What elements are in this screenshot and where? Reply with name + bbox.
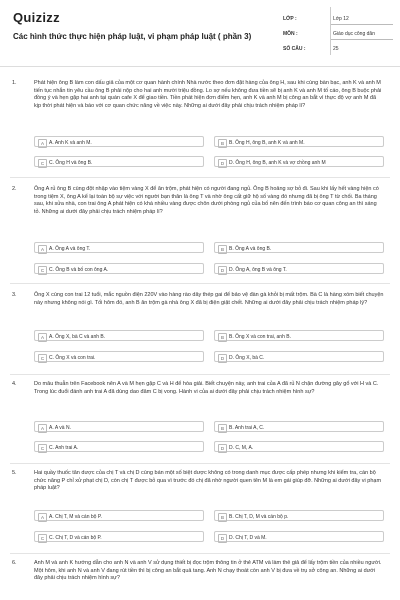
worksheet-title: Các hình thức thực hiện pháp luật, vi phạm pháp luật ( phần 3) [13,32,252,41]
option-letter: B [218,333,227,342]
option-text: B. Anh trai A, C. [229,424,265,431]
question-divider [10,177,390,178]
option-letter: D [218,534,227,543]
option-letter: C [38,534,47,543]
question-text: Phát hiện ông B làm con dấu giả của một cơ quan hành chính Nhà nước theo đơn đặt hàng của ông H, sau khi cùng bàn bạc, anh K và anh M tiến tục nhắn tin yêu cầu ông B phải nộp cho hai anh mười triệu đồng. Lo sợ nếu không đưa tiền sẽ bị anh K và anh M tố cáo, ông B buộc phải đồng ý và hẹn gặp hai anh tại quán cafe X để giao tiền. Tiền phát hiện đơn điểm hẹn, anh K và anh M bị công an bắt vì thực độ vợ anh M đã kịp thời phát hiện và báo với cơ quan chức năng về việc này. Những ai dưới đây phải chịu trách nhiệm pháp lí? [34,80,382,109]
option-letter: A [38,333,47,342]
option-text: C. Ông H và ông B. [49,159,93,166]
option-c[interactable] [34,263,204,274]
subject-line [331,39,393,40]
option-text: B. Ông A và ông B. [229,245,272,252]
option-c[interactable] [34,156,204,167]
question-5 [10,470,390,552]
option-letter: A [38,139,47,148]
option-letter: B [218,513,227,522]
option-text: B. Ông H, ông B, anh K và anh M. [229,139,305,146]
option-b[interactable] [214,421,384,432]
subject-label: MÔN : [283,31,298,37]
question-number: 2. [12,186,17,192]
subject-value: Giáo dục công dân [333,31,375,37]
question-number: 6. [12,560,17,566]
option-letter: A [38,513,47,522]
option-d[interactable] [214,351,384,362]
option-b[interactable] [214,136,384,147]
question-2 [10,186,390,281]
question-divider [10,463,390,464]
option-b[interactable] [214,510,384,521]
option-d[interactable] [214,441,384,452]
option-text: C. Ông X và con trai. [49,354,96,361]
option-letter: C [38,266,47,275]
option-letter: B [218,245,227,254]
option-letter: B [218,139,227,148]
option-a[interactable] [34,242,204,253]
option-b[interactable] [214,242,384,253]
option-text: C. Chị T, D và cán bộ P. [49,534,102,541]
question-divider [10,374,390,375]
option-text: A. Ông A và ông T. [49,245,91,252]
option-letter: D [218,444,227,453]
question-text: Ông A rủ ông B cùng đột nhập vào tiệm vàng X để ăn trộm, phát hiện có người đang ngủ. Ông B hoảng sợ bỏ đi. Sau khi lấy hết vàng hiện có trong tiệm X, ông A kể lại toàn bộ sự việc với người bạn thân là ông T và nhờ ông cất giữ hộ số vàng đó nhưng đã bị ông T từ chối. Ba tháng sau, khi sửa nhà, con trai ông A phát hiện có khá nhiều vàng được chôn dưới phòng ngủ của bố nên đến trình báo cơ quan công an thì sáng tỏ. Những ai dưới đây phải chịu trách nhiệm pháp lí? [34,186,379,215]
question-text: Anh M và anh K hướng dẫn cho anh N và anh V sử dụng thiết bị đọc trộm thông tin ở thẻ ATM và làm thẻ giả để lấy trộm tiền của nhiều người. Một hôm, khi anh N và anh V đang rút tiền thì bị công an bắt quả tang. Anh N chạy thoát còn anh V bị đưa về trụ sở công an. Những ai dưới đây phải chịu trách nhiệm hình sự? [34,560,382,581]
option-text: D. Chị T, D và M. [229,534,267,541]
option-a[interactable] [34,330,204,341]
worksheet-meta [283,10,393,60]
question-3 [10,292,390,372]
question-divider [10,283,390,284]
question-text: Ông X cùng con trai 12 tuổi, mắc nguồn điện 220V vào hàng rào dây thép gai để bảo vệ đàn gà khỏi bị mất trộm. Bà C là hàng xóm biết chuyện này nhưng không nói gì. Tối hôm đó, anh B ăn trộm gà nhà ông X đã bị điện giật chết. Những ai dưới đây phải chịu trách nhiệm pháp lý? [34,292,384,306]
question-text: Do mâu thuẫn trên Facebook nên A và M hẹn gặp C và H để hòa giải. Biết chuyện này, anh trai của A đã rủ N chặn đường gây gổ với H và C. Trong lúc đuổi đánh anh trai A đã dùng dao đâm C bị vong. Hành vi của ai dưới đây phải chịu trách nhiệm hình sự? [34,381,379,395]
option-letter: D [218,159,227,168]
option-letter: C [38,354,47,363]
option-letter: C [38,159,47,168]
option-letter: B [218,424,227,433]
option-text: A. Anh K và anh M. [49,139,92,146]
question-divider [10,553,390,554]
question-number: 1. [12,80,17,86]
option-letter: C [38,444,47,453]
count-label: SỐ CÂU : [283,46,306,52]
option-text: D. C, M, A. [229,444,254,451]
option-letter: A [38,245,47,254]
question-4 [10,381,390,461]
question-1 [10,80,390,170]
option-text: D. Ông X, bà C. [229,354,265,361]
option-letter: D [218,354,227,363]
option-c[interactable] [34,351,204,362]
class-line [331,24,393,25]
option-d[interactable] [214,156,384,167]
meta-divider [330,7,331,55]
option-text: A. A và N. [49,424,71,431]
class-value: Lớp 12 [333,16,349,22]
option-text: D. Ông A, ông B và ông T. [229,266,287,273]
option-a[interactable] [34,421,204,432]
count-value: 25 [333,46,339,52]
option-letter: A [38,424,47,433]
question-number: 4. [12,381,17,387]
option-text: A. Chị T, M và cán bộ P. [49,513,102,520]
option-b[interactable] [214,330,384,341]
option-c[interactable] [34,441,204,452]
question-text: Hai quầy thuốc tân dược của chị T và chị D cùng bán một số biệt dược không có trong danh mục được cấp phép nhưng khi kiểm tra, cán bộ chức năng P chỉ xử phạt chị D, còn chị T được bỏ qua vì trước đó chị đã nhờ người quen tên M là em gái giúp đỡ. Những ai dưới đây vi phạm pháp luật? [34,470,382,491]
option-text: D. Ông H, ông B, anh K và vợ chồng anh M [229,159,326,166]
option-text: C. Anh trai A. [49,444,79,451]
question-number: 5. [12,470,17,476]
option-text: A. Ông X, bà C và anh B. [49,333,106,340]
option-text: B. Ông X và con trai, anh B. [229,333,291,340]
question-6 [10,560,390,600]
quizizz-logo: Quizizz [13,10,60,25]
option-d[interactable] [214,531,384,542]
question-number: 3. [12,292,17,298]
option-text: C. Ông B và bố con ông A. [49,266,109,273]
option-a[interactable] [34,136,204,147]
class-label: LỚP : [283,16,297,22]
option-c[interactable] [34,531,204,542]
worksheet-header [0,0,400,67]
option-a[interactable] [34,510,204,521]
option-text: B. Chị T, D, M và cán bộ p. [229,513,289,520]
option-letter: D [218,266,227,275]
option-d[interactable] [214,263,384,274]
